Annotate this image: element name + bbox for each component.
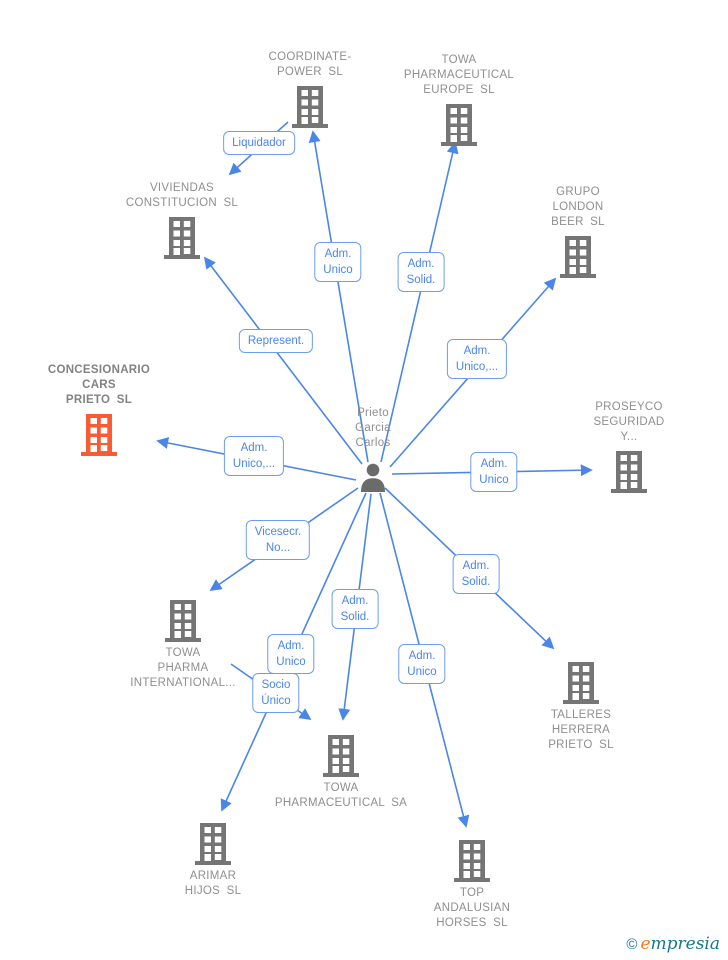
building-icon [558, 234, 598, 278]
building-icon-focal [79, 412, 119, 456]
node-concesionario-cars-prieto[interactable] [24, 363, 174, 456]
edge-label-liquidador: Liquidador [223, 131, 295, 155]
company-name-line: PRIETO SL [65, 394, 133, 406]
company-name-line: CONSTITUCION SL [125, 197, 239, 209]
edge-label-adm-unico-arimar: Adm. Unico [267, 634, 314, 674]
node-towa-pharmaceutical-europe[interactable] [384, 53, 534, 146]
edge-label-adm-unico-grupo-london: Adm. Unico,... [447, 339, 507, 379]
company-name-line: PHARMACEUTICAL SA [274, 797, 408, 809]
building-icon [452, 838, 492, 882]
empresia-logo[interactable] [626, 934, 720, 954]
company-name-line: EUROPE SL [423, 84, 495, 96]
person-icon [358, 463, 388, 493]
person-name-line: Garcia [355, 422, 391, 434]
edge-label-adm-unico-coordinate-power: Adm. Unico [314, 242, 361, 282]
brand-initial: e [640, 934, 651, 954]
edge-label-adm-solid-towa-sa: Adm. Solid. [332, 589, 379, 629]
building-icon [561, 660, 601, 704]
company-name-line: LONDON [552, 201, 604, 213]
company-name-line: VIVIENDAS [149, 182, 215, 194]
edge-label-vicesecr-no: Vicesecr. No... [246, 520, 310, 560]
building-icon [439, 102, 479, 146]
building-icon [290, 84, 330, 128]
company-name-line: POWER SL [276, 66, 344, 78]
company-name-line: HIJOS SL [184, 885, 242, 897]
company-name-line: ARIMAR [189, 870, 237, 882]
edge-label-adm-unico-proseyco: Adm. Unico [470, 452, 517, 492]
edge-label-represent: Represent. [239, 329, 313, 353]
person-name-line: Prieto [357, 407, 389, 419]
company-name-line: ANDALUSIAN [433, 902, 511, 914]
node-viviendas-constitucion[interactable] [107, 181, 257, 259]
company-name-line: TALLERES [550, 709, 612, 721]
building-icon [609, 449, 649, 493]
company-name-line: PHARMACEUTICAL [403, 69, 515, 81]
company-name-line: TOP [459, 887, 485, 899]
company-name-line: TOWA [323, 782, 359, 794]
node-proseyco-seguridad[interactable] [554, 400, 704, 493]
company-name-line: GRUPO [556, 186, 600, 198]
company-name-line: Y... [620, 431, 638, 443]
person-name-line: Carlos [355, 437, 391, 449]
node-coordinate-power[interactable] [235, 50, 385, 128]
edge-label-adm-unico-top-andalusian: Adm. Unico [398, 644, 445, 684]
building-icon [193, 821, 233, 865]
node-arimar-hijos[interactable] [138, 821, 288, 899]
company-name-line: CARS [82, 379, 116, 391]
company-name-line: BEER SL [551, 216, 605, 228]
company-name-line: HERRERA [551, 724, 611, 736]
company-name-line: TOWA [165, 647, 201, 659]
building-icon [162, 215, 202, 259]
node-top-andalusian-horses[interactable] [397, 838, 547, 931]
company-name-line: PROSEYCO [595, 401, 663, 413]
edge-label-socio-unico: Socio Único [252, 673, 299, 713]
company-name-line: PHARMA [157, 662, 209, 674]
company-name-line: SEGURIDAD [593, 416, 665, 428]
node-towa-pharmaceutical-sa[interactable] [266, 733, 416, 811]
building-icon [163, 598, 203, 642]
building-icon [321, 733, 361, 777]
company-name-line: TOWA [441, 54, 477, 66]
brand-text: mpresia [650, 934, 720, 954]
company-name-line: COORDINATE- [268, 51, 352, 63]
edge-label-adm-solid-talleres: Adm. Solid. [453, 554, 500, 594]
company-name-line: HORSES SL [436, 917, 508, 929]
company-name-line: INTERNATIONAL... [130, 677, 236, 689]
node-towa-pharma-international[interactable] [108, 598, 258, 691]
company-name-line: PRIETO SL [548, 739, 614, 751]
node-talleres-herrera-prieto[interactable] [506, 660, 656, 753]
copyright-symbol: © [626, 936, 638, 953]
edge-label-adm-unico-concesionario: Adm. Unico,... [224, 436, 284, 476]
node-person-prieto-garcia-carlos[interactable] [298, 406, 448, 493]
node-grupo-london-beer[interactable] [503, 185, 653, 278]
edge-label-adm-solid-towa-europe: Adm. Solid. [398, 252, 445, 292]
company-name-line: CONCESIONARIO [47, 364, 151, 376]
